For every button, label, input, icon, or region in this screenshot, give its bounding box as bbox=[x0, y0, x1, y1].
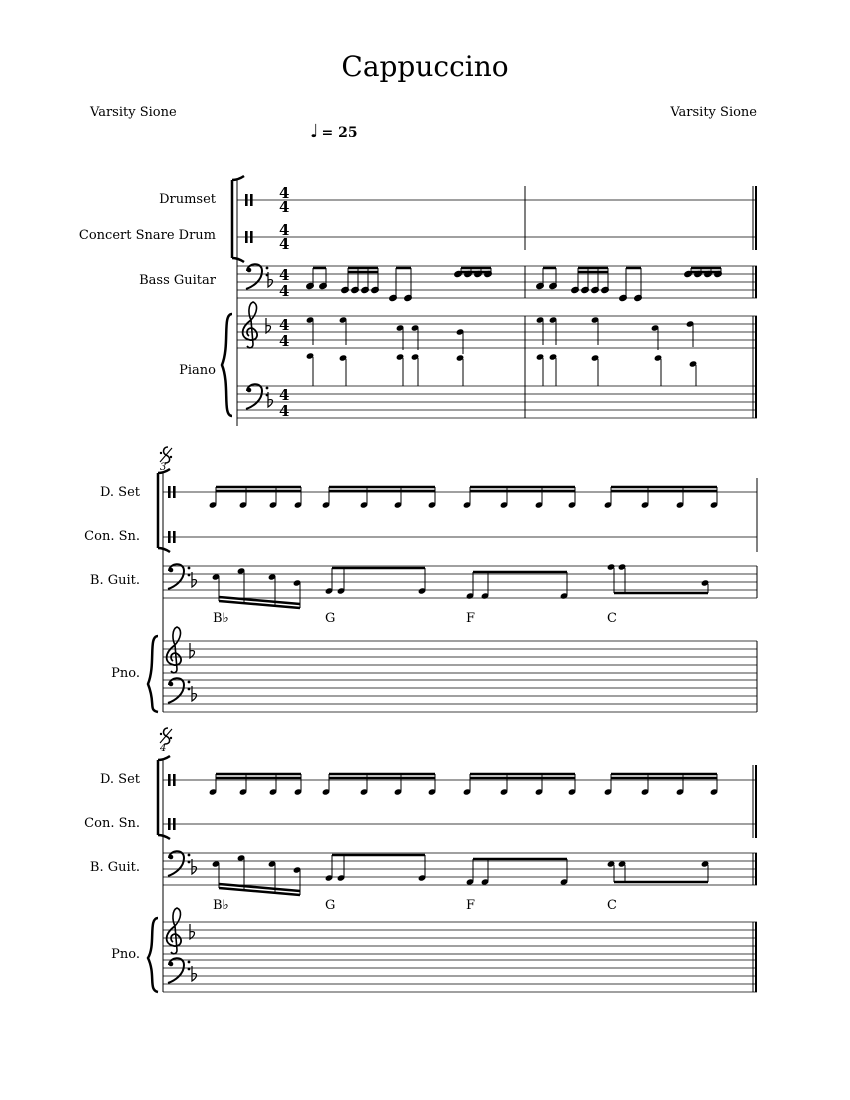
system-2 bbox=[148, 447, 757, 712]
svg-text:4: 4 bbox=[279, 266, 290, 284]
chord-symbol: C bbox=[607, 611, 617, 626]
svg-text:4: 4 bbox=[279, 221, 290, 239]
composer-right: Varsity Sione bbox=[670, 105, 757, 120]
instrument-name-dset-3: D. Set bbox=[99, 772, 140, 787]
instrument-name-drumset: Drumset bbox=[159, 192, 216, 207]
svg-text:4: 4 bbox=[279, 386, 290, 404]
instrument-name-bguit-2: B. Guit. bbox=[89, 573, 140, 588]
system-1 bbox=[222, 176, 757, 426]
composer-left: Varsity Sione bbox=[90, 105, 177, 120]
measure-number-3: 3 bbox=[160, 462, 167, 473]
instrument-name-pno-3: Pno. bbox=[111, 947, 140, 962]
system-3 bbox=[148, 728, 757, 992]
chord-symbol: B♭ bbox=[213, 898, 229, 913]
instrument-name-dset-2: D. Set bbox=[99, 485, 140, 500]
chord-symbol: B♭ bbox=[213, 611, 229, 626]
measure-number-4: 4 bbox=[160, 743, 167, 754]
svg-text:4: 4 bbox=[279, 402, 290, 420]
chord-symbol: C bbox=[607, 898, 617, 913]
chord-symbol: G bbox=[325, 611, 336, 626]
instrument-name-consn-2: Con. Sn. bbox=[84, 529, 140, 544]
instrument-name-consn-3: Con. Sn. bbox=[84, 816, 140, 831]
tempo-value: = 25 bbox=[321, 125, 358, 141]
score-title: Cappuccino bbox=[341, 50, 509, 83]
svg-text:4: 4 bbox=[279, 235, 290, 253]
instrument-name-piano: Piano bbox=[179, 363, 216, 378]
svg-text:4: 4 bbox=[279, 282, 290, 300]
quarter-note-icon: ♩ bbox=[310, 121, 319, 142]
instrument-name-concert-snare: Concert Snare Drum bbox=[78, 228, 216, 243]
instrument-name-pno-2: Pno. bbox=[111, 666, 140, 681]
chord-symbol: G bbox=[325, 898, 336, 913]
instrument-name-bguit-3: B. Guit. bbox=[89, 860, 140, 875]
svg-text:4: 4 bbox=[279, 316, 290, 334]
svg-text:4: 4 bbox=[279, 332, 290, 350]
svg-text:4: 4 bbox=[279, 198, 290, 216]
svg-text:4: 4 bbox=[279, 184, 290, 202]
chord-symbol: F bbox=[466, 898, 476, 913]
chord-symbol: F bbox=[466, 611, 476, 626]
instrument-name-bass-guitar: Bass Guitar bbox=[139, 273, 216, 288]
